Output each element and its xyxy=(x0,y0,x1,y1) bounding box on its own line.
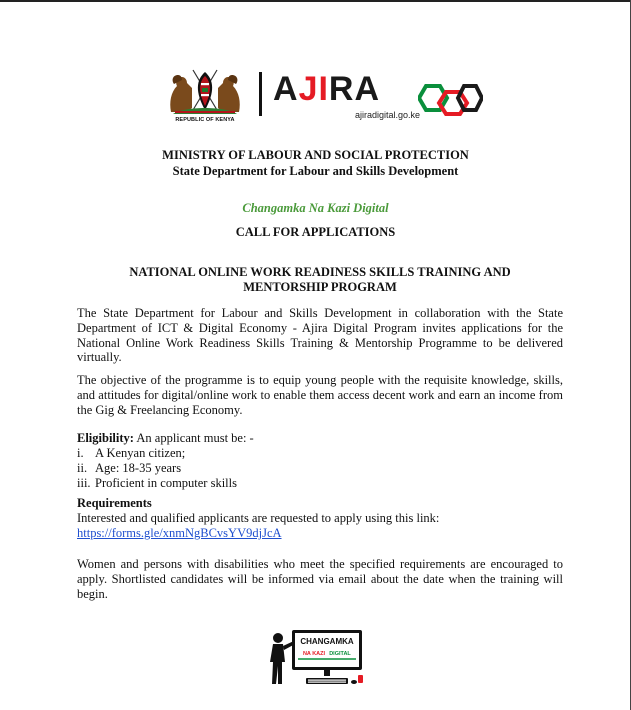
document-header xyxy=(165,66,475,128)
eligibility-intro: An applicant must be: - xyxy=(133,431,254,445)
page-top-border xyxy=(0,0,631,2)
changamka-line1: CHANGAMKA xyxy=(300,637,354,646)
changamka-logo xyxy=(262,628,366,688)
ministry-heading xyxy=(0,147,631,179)
list-item xyxy=(77,446,563,461)
requirements-text: Interested and qualified applicants are requested to apply using this link: xyxy=(77,511,440,525)
closing-paragraph: Women and persons with disabilities who meet the specified requirements are encouraged to apply. Shortlisted candidates will be informed via email about the date when the training will begin. xyxy=(77,557,563,601)
eligibility-lead xyxy=(77,431,563,446)
changamka-line2b: DIGITAL xyxy=(329,651,351,657)
eligibility-section xyxy=(77,431,563,491)
list-item-number: ii. xyxy=(77,461,88,475)
changamka-logo-icon xyxy=(262,628,366,688)
tagline: Changamka Na Kazi Digital xyxy=(242,201,389,215)
ajira-url: ajiradigital.go.ke xyxy=(355,110,421,120)
ajira-digital-logo xyxy=(273,72,473,122)
coat-of-arms-icon xyxy=(165,66,245,118)
ajira-wordmark xyxy=(273,69,380,109)
list-item-number: iii. xyxy=(77,476,91,490)
list-item-text: A Kenyan citizen; xyxy=(95,446,186,460)
requirements-section xyxy=(77,496,563,541)
eligibility-list xyxy=(77,446,563,491)
list-item xyxy=(77,476,563,491)
intro-paragraph: The State Department for Labour and Skills Development in collaboration with the State Department of ICT & Digital Economy - Ajira Digital Program invites applications for the National Online Work Readiness Skills Training & Mentorship Programme to be delivered virtually. xyxy=(77,306,563,365)
ajira-hexagon-icon xyxy=(418,82,483,116)
ajira-letter-a: A xyxy=(273,70,299,108)
ajira-letters-ra: RA xyxy=(328,70,381,108)
list-item-text: Proficient in computer skills xyxy=(95,476,237,490)
programme-title-line2: MENTORSHIP PROGRAM xyxy=(243,280,397,294)
ajira-letters-ji: JI xyxy=(298,70,329,108)
eligibility-label: Eligibility: xyxy=(77,431,134,445)
programme-title xyxy=(100,265,540,295)
objective-paragraph: The objective of the programme is to equip young people with the requisite knowledge, skills, and attitudes for digital/online work to enable them access decent work and earn an income from the Gig & Freelancing Economy. xyxy=(77,373,563,417)
ministry-name: MINISTRY OF LABOUR AND SOCIAL PROTECTION xyxy=(162,148,469,162)
list-item xyxy=(77,461,563,476)
list-item-number: i. xyxy=(77,446,84,460)
call-for-applications-title: CALL FOR APPLICATIONS xyxy=(235,225,396,239)
coat-of-arms-logo xyxy=(165,66,245,126)
header-divider xyxy=(259,72,262,116)
application-form-link[interactable]: https://forms.gle/xnmNgBCvsYV9djJcA xyxy=(77,526,282,540)
programme-title-line1: NATIONAL ONLINE WORK READINESS SKILLS TRAINING AND xyxy=(129,265,511,279)
requirements-heading: Requirements xyxy=(77,496,152,510)
republic-of-kenya-caption: REPUBLIC OF KENYA xyxy=(175,117,235,123)
list-item-text: Age: 18-35 years xyxy=(95,461,182,475)
changamka-line2a: NA KAZI xyxy=(302,651,326,657)
state-department-name: State Department for Labour and Skills Development xyxy=(172,164,459,178)
